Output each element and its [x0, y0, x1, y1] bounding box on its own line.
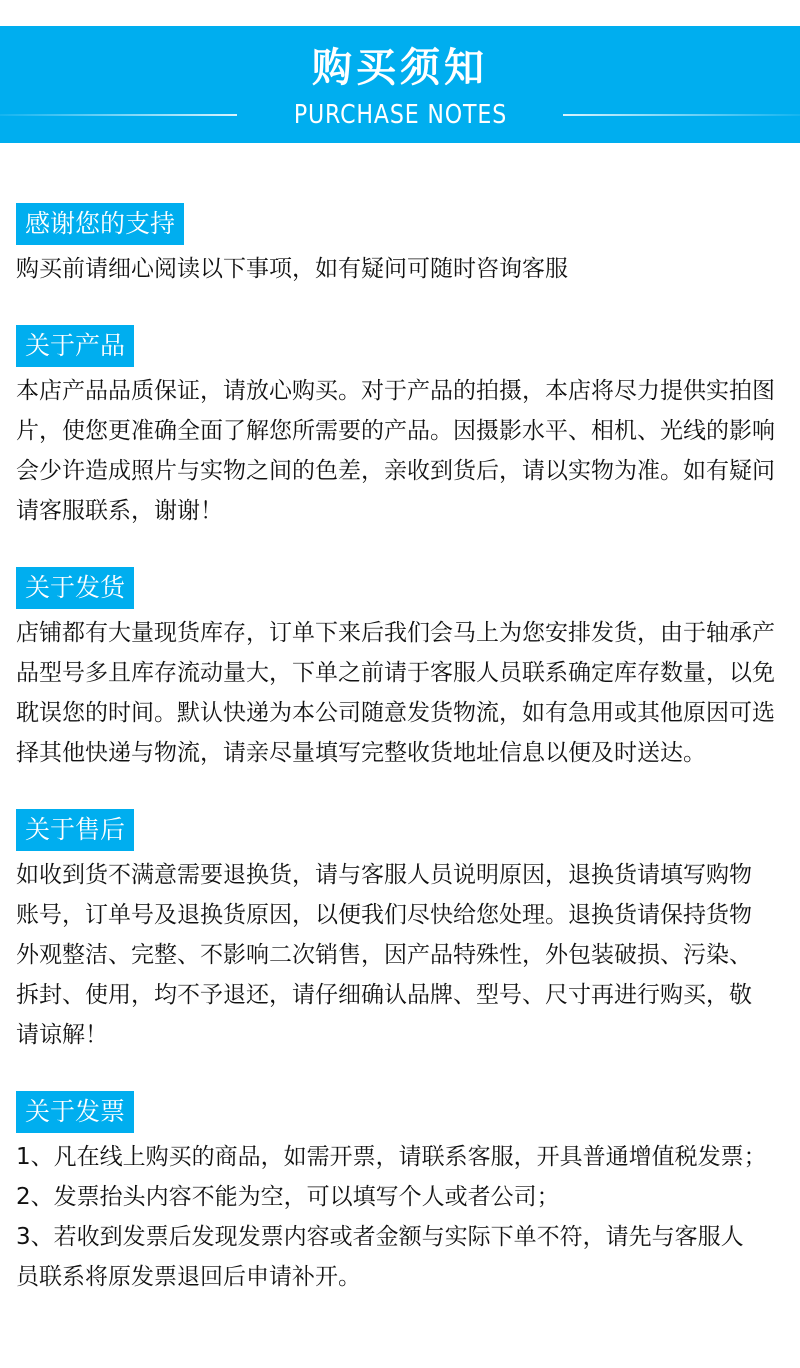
section-label: 感谢您的支持	[16, 203, 184, 245]
paragraph-line: 拆封、使用，均不予退还，请仔细确认品牌、型号、尺寸再进行购买，敬	[16, 982, 752, 1008]
paragraph-line: 员联系将原发票退回后申请补开。	[16, 1264, 361, 1290]
section-shipping	[16, 567, 784, 773]
banner-subtitle: PURCHASE NOTES	[293, 100, 507, 130]
section-paragraph	[16, 249, 784, 289]
section-label: 关于发票	[16, 1091, 134, 1133]
subtitle-divider-right	[563, 114, 800, 116]
paragraph-line: 择其他快递与物流，请亲尽量填写完整收货地址信息以便及时送达。	[16, 740, 706, 766]
paragraph-line: 1、凡在线上购买的商品，如需开票，请联系客服，开具普通增值税发票；	[16, 1144, 767, 1170]
paragraph-line: 如收到货不满意需要退换货，请与客服人员说明原因，退换货请填写购物	[16, 862, 752, 888]
paragraph-line: 会少许造成照片与实物之间的色差，亲收到货后，请以实物为准。如有疑问	[16, 458, 775, 484]
notes-content	[0, 143, 800, 1297]
paragraph-line: 耽误您的时间。默认快递为本公司随意发货物流，如有急用或其他原因可选	[16, 700, 775, 726]
paragraph-line: 请谅解！	[16, 1022, 108, 1048]
paragraph-line: 外观整洁、完整、不影响二次销售，因产品特殊性，外包装破损、污染、	[16, 942, 752, 968]
section-paragraph	[16, 371, 784, 531]
section-paragraph	[16, 855, 784, 1055]
paragraph-line: 请客服联系，谢谢！	[16, 498, 223, 524]
section-thanks	[16, 203, 784, 289]
paragraph-line: 购买前请细心阅读以下事项，如有疑问可随时咨询客服	[16, 256, 568, 282]
section-label: 关于产品	[16, 325, 134, 367]
section-paragraph	[16, 1137, 784, 1297]
banner-title: 购买须知	[312, 45, 488, 91]
section-invoice	[16, 1091, 784, 1297]
section-aftersales	[16, 809, 784, 1055]
section-label: 关于售后	[16, 809, 134, 851]
paragraph-line: 片，使您更准确全面了解您所需要的产品。因摄影水平、相机、光线的影响	[16, 418, 775, 444]
section-paragraph	[16, 613, 784, 773]
section-product	[16, 325, 784, 531]
purchase-notes-banner	[0, 26, 800, 143]
paragraph-line: 品型号多且库存流动量大，下单之前请于客服人员联系确定库存数量，以免	[16, 660, 775, 686]
paragraph-line: 店铺都有大量现货库存，订单下来后我们会马上为您安排发货，由于轴承产	[16, 620, 775, 646]
section-label: 关于发货	[16, 567, 134, 609]
paragraph-line: 3、若收到发票后发现发票内容或者金额与实际下单不符，请先与客服人	[16, 1224, 744, 1250]
banner-subtitle-row	[0, 100, 800, 130]
paragraph-line: 本店产品品质保证，请放心购买。对于产品的拍摄，本店将尽力提供实拍图	[16, 378, 775, 404]
paragraph-line: 账号，订单号及退换货原因，以便我们尽快给您处理。退换货请保持货物	[16, 902, 752, 928]
subtitle-divider-left	[0, 114, 237, 116]
paragraph-line: 2、发票抬头内容不能为空，可以填写个人或者公司；	[16, 1184, 560, 1210]
